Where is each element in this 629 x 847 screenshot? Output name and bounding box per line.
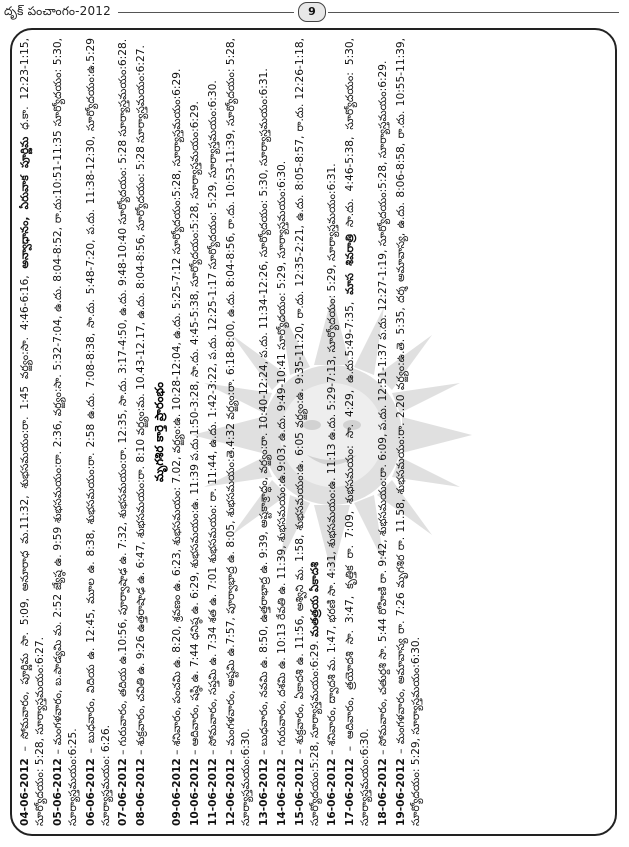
entry-10-06: 10-06-2012 – ఆదివారం, షష్ఠి ఉ. 7:44 ధనిష్ఠ ఉ. 6:29, శుభసమయం:ఉ. 11:39 ప.దు.1:50-3:28, సా.దు. 4:45-5:38, సూర్యోదయం:5:28, సూర్యాస్తమయం:6:29. [189, 101, 202, 826]
entry-12-06: 12-06-2012 – మంగళవారం, అష్టమి ఉ.7:57, పూర్వాభాద్ర ఉ. 8:05, శుభసమయం:తె.4:32 వర్జ్యం:రా. 6:18-8:00, ఉ.దు. 8:04-8:56, రా.దు. 10:53-11:39, సూర్యోదయం: 5:28, సూర్యాస్తమయం:6:30. [224, 37, 252, 826]
rotated-text-column [12, 30, 615, 834]
entry-13-06: 13-06-2012 – బుధవారం, నవమి ఉ. 8:50, ఉత్తరాభాద్ర ఉ. 9:39, అష్టకాశ్రాద్ధం, వర్జ్యం:రా. 10:40-12:24, ప.దు. 11:34-12:26, సూర్యోదయం: 5:30, సూర్యాస్తమయం:6:31. [257, 68, 270, 826]
entry-07-06: 07-06-2012 – గురువారం, తదియ ఉ.10:56, పూర్వాషాఢ ఉ. 7:32, శుభసమయం:రా. 12:35, సా.దు. 3:17-4:50, ఉ.దు. 9:48-10:40 సూర్యోదయం: 5:28 సూర్యాస్తమయం:6:28. [117, 38, 130, 826]
header-rule-left [118, 12, 294, 13]
page-header [0, 0, 629, 24]
entry-06-06: 06-06-2012 – బుధవారం, విదియ ఉ. 12:45, మూల ఉ. 8:38, శుభసమయం:రా. 2:58 ఉ.దు. 7:08-8:38, సా.దు. 5:48-7:20, ప.దు. 11:38-12:30, సూర్యోదయం:ఉ.5:29 సూర్యాస్తమయం: 6:26. [84, 37, 112, 826]
entry-17-06: 17-06-2012 – ఆదివారం, త్రయోదశి సా. 3:47, కృత్తిక రా. 7:09, శుభసమయం: సా. 4:29, ఉ.దు.5:49-7:35, మాస శివరాత్రి సా.దు. 4:46-5:38, సూర్యోదయం: 5:30, సూర్యాస్తమయం:6:30. [344, 37, 372, 826]
content-frame [10, 28, 617, 836]
entry-08-06: 08-06-2012 – శుక్రవారం, చవితి ఉ. 9:26 ఉత్తరాషాఢ ఉ. 6:47, శుభసమయం:రా. 8:10 వర్జ్యం:మ. 10.43-12.17, ఉ.దు. 8:04-8:56, సూర్యోదయం: 5:28 సూర్యాస్తమయం:6:27. [135, 45, 148, 826]
entry-15-06: 15-06-2012 – శుక్రవారం, ఏకాదశి ఉ. 11:56, అశ్విని మ. 1:58, శుభసమయం:ఉ. 6:05 వర్జ్యం:ఉ. 9:35-11:20, రా.దు. 12:35-2:21, ఉ.దు. 8:05-8:57, రా.దు. 12:26-1:18, సూర్యోదయం:5:28, సూర్యాస్తమయం:6:29. మతత్రయ ఏకాదశి [293, 38, 321, 826]
entry-18-06: 18-06-2012 – సోమవారం, చతుర్దశి సా. 5:44 రోహిణి రా. 9:42, శుభసమయం:రా. 6:09, ప.దు. 12:51-1:37 ప.దు. 12:27-1:19, సూర్యోదయం:5:28, సూర్యాస్తమయం:6:29. [377, 60, 390, 826]
entry-16-06: 16-06-2012 – శనివారం, ద్వాదశి మ. 1:47, భరణి సా. 4:31, శుభసమయం:ఉ. 11:13 ఉ.దు. 5:29-7:13, సూర్యోదయం: 5:29, సూర్యాస్తమయం:6:31. [326, 163, 339, 826]
entry-14-06: 14-06-2012 – గురువారం, దశమి ఉ. 10:13 రేవతి ఉ. 11:39, శుభసమయం:ఉ.9:03, ఉ.దు. 9:49-10:41 సూర్యోదయం: 5:29, సూర్యాస్తమయం:6:30. [275, 160, 288, 826]
entry-19-06: 19-06-2012 – మంగళవారం, అమావాస్య రా. 7:26 మృగశిర రా. 11.58, శుభసమయం:రా. 2.20 వర్జ్యం:ఉ.తె. 5:35, దర్శ అమావాస్య, ఉ.దు. 8:06-8:58, రా.దు. 10:55-11:39, సూర్యోదయం: 5:29, సూర్యాస్తమయం:6:30. [395, 38, 422, 826]
header-rule-right [328, 12, 619, 13]
entry-11-06: 11-06-2012 – సోమవారం, సప్తమి ఉ. 7:34 శత ఉ. 7:01 శుభసమయం: రా. 11:44, ఉ.దు. 1:42-3:22, ప.దు. 12:25-1:17 సూర్యోదయం: 5:29, సూర్యాస్తమయం:6:30. [207, 80, 220, 826]
entry-09-06: 09-06-2012 – శనివారం, పంచమి ఉ. 8:20, శ్రవణం ఉ. 6:23, శుభసమయం: 7.02, వర్జ్యం:ఉ. 10:28-12:04, ఉ.దు. 5:25-7:12 సూర్యోదయం:5:28, సూర్యాస్తమయం:6:29. [171, 68, 184, 826]
page-number-badge: 9 [298, 2, 326, 22]
header-title: దృక్ పంచాంగం-2012 [4, 4, 111, 18]
entry-05-06: 05-06-2012 – మంగళవారం, బ.పాడ్యమి మ. 2:52 జ్యేష్ఠ ఉ. 9:59 శుభసమయం:రా. 2:36, వర్జ్యం:సా. 5:32-7:04, ఉ.దు. 8:04-8:52, రా.దు:10:51-11:35 సూర్యోదయం: 5:30, సూర్యాస్తమయం:6:25. [51, 38, 79, 826]
section-heading: మృగశిర కార్తె ప్రారంభం [152, 382, 167, 482]
entry-04-06: 04-06-2012 – సోమవారం, పూర్ణిమ సా. 5:09, అనూరాధ మ.11:32, శుభసమయం:రా. 1:45 వర్జ్యం:సా. 4:46-6:16, అన్వాధానం, ఏరువాక పూర్ణిమ ధ.కా. 12:23-1:15, సూర్యోదయం: 5:28, సూర్యాస్తమయం:6:27. [19, 38, 46, 826]
